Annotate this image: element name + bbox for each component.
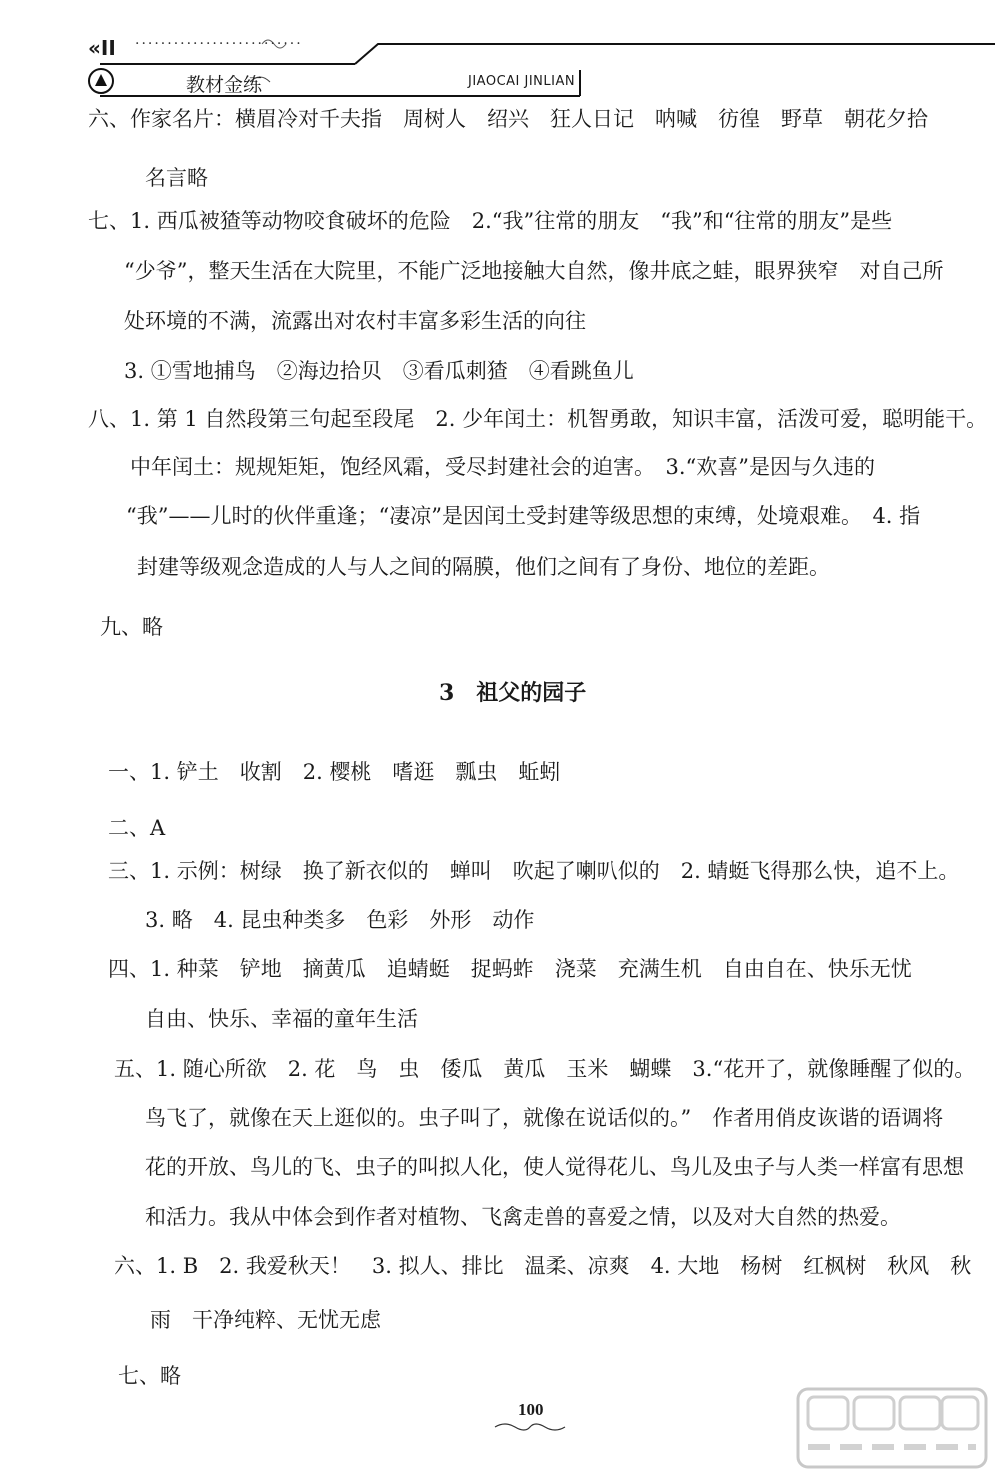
header-brand: 教材金练 [186,74,263,96]
page-number: 100 [518,1400,544,1419]
text-line: 3. ①雪地捕鸟 ②海边拾贝 ③看瓜刺猹 ④看跳鱼儿 [124,359,634,383]
text-line: 一、1. 铲土 收割 2. 樱桃 嗜逛 瓢虫 蚯蚓 [108,760,561,784]
page-header [0,0,1000,110]
text-line: 五、1. 随心所欲 2. 花 鸟 虫 倭瓜 黄瓜 玉米 蝴蝶 3.“花开了，就像睡醒了似的。 [114,1057,976,1081]
header-decoration [0,0,1000,110]
text-line: 七、1. 西瓜被猹等动物咬食破坏的危险 2.“我”往常的朋友 “我”和“往常的朋友”是些 [88,209,893,233]
text-line: 花的开放、鸟儿的飞、虫子的叫拟人化，使人觉得花儿、鸟儿及虫子与人类一样富有思想 [145,1155,964,1179]
text-line: 二、A [108,816,166,840]
text-line: 六、作家名片：横眉冷对千夫指 周树人 绍兴 狂人日记 呐喊 彷徨 野草 朝花夕拾 [88,107,928,131]
text-line: 封建等级观念造成的人与人之间的隔膜，他们之间有了身份、地位的差距。 [137,555,830,579]
text-line: 和活力。我从中体会到作者对植物、飞禽走兽的喜爱之情，以及对大自然的热爱。 [145,1205,901,1229]
text-line: 六、1. B 2. 我爱秋天！ 3. 拟人、排比 温柔、凉爽 4. 大地 杨树 红枫树 秋风 秋 [114,1254,972,1278]
text-line: “少爷”，整天生活在大院里，不能广泛地接触大自然，像井底之蛙，眼界狭窄 对自己所 [124,259,944,283]
text-line: 三、1. 示例：树绿 换了新衣似的 蝉叫 吹起了喇叭似的 2. 蜻蜓飞得那么快，追不上。 [108,859,960,883]
text-line: 八、1. 第 1 自然段第三句起至段尾 2. 少年闰土：机智勇敢，知识丰富，活泼可爱，聪明能干。 [88,407,988,431]
page-ornament-icon [490,1421,570,1433]
header-chevron: «II [88,36,116,60]
text-line: 四、1. 种菜 铲地 摘黄瓜 追蜻蜓 捉蚂蚱 浇菜 充满生机 自由自在、快乐无忧 [108,957,912,981]
text-line: “我”——儿时的伙伴重逢；“凄凉”是因闰土受封建等级思想的束缚，处境艰难。 4. 指 [126,504,921,528]
section-title: 3 祖父的园子 [439,680,587,706]
text-line: 七、略 [118,1364,181,1388]
header-pinyin: JIAOCAI JINLIAN [468,74,576,89]
text-line: 中年闰土：规规矩矩，饱经风霜，受尽封建社会的迫害。 3.“欢喜”是因与久违的 [130,455,876,479]
brand-logo-icon [88,68,114,94]
header-dots: ·························· [135,36,303,52]
text-line: 九、略 [100,615,163,639]
text-line: 鸟飞了，就像在天上逛似的。虫子叫了，就像在说话似的。” 作者用俏皮诙谐的语调将 [145,1106,944,1130]
watermark-stamp [792,1383,992,1473]
text-line: 3. 略 4. 昆虫种类多 色彩 外形 动作 [145,908,535,932]
text-line: 雨 干净纯粹、无忧无虑 [150,1308,381,1332]
text-line: 名言略 [145,166,208,190]
text-line: 自由、快乐、幸福的童年生活 [145,1007,418,1031]
text-line: 处环境的不满，流露出对农村丰富多彩生活的向往 [124,309,586,333]
